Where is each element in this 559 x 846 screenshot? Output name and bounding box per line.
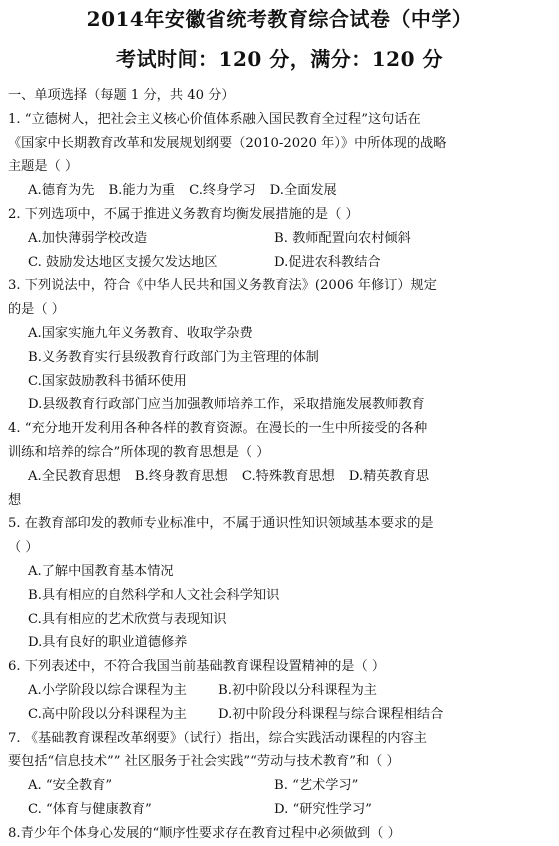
option-a: A.了解中国教育基本情况 bbox=[28, 563, 174, 579]
question-text-line: 4. “充分地开发利用各种各样的教育资源。在漫长的一生中所接受的各种 bbox=[8, 421, 428, 437]
option-b: B.初中阶段以分科课程为主 bbox=[218, 682, 377, 698]
question-3 bbox=[8, 274, 551, 417]
options-row bbox=[8, 227, 551, 251]
question-5 bbox=[8, 512, 551, 655]
options-row bbox=[8, 465, 551, 489]
option-c: C.高中阶段以分科课程为主 bbox=[28, 706, 187, 722]
option-a: A. “安全教育” bbox=[28, 778, 113, 794]
option-d-wrap: 想 bbox=[8, 492, 22, 508]
question-text-line: 《国家中长期教育改革和发展规划纲要（2010-2020 年）》中所体现的战略 bbox=[8, 135, 447, 151]
option-d: D.县级教育行政部门应当加强教师培养工作，采取措施发展教师教育 bbox=[28, 397, 425, 413]
option-c: C.具有相应的艺术欣赏与表现知识 bbox=[28, 611, 227, 627]
question-text-line: （ ） bbox=[8, 540, 39, 556]
exam-content bbox=[8, 84, 551, 846]
option-d: D.初中阶段分科课程与综合课程相结合 bbox=[218, 706, 444, 722]
option-a: A.小学阶段以综合课程为主 bbox=[28, 682, 187, 698]
question-text-line: 5. 在教育部印发的教师专业标准中，不属于通识性知识领域基本要求的是 bbox=[8, 516, 434, 532]
options-row bbox=[8, 679, 551, 703]
options-row bbox=[8, 179, 551, 203]
option-d: D.精英教育思 bbox=[348, 468, 430, 484]
exam-time-score: 考试时间：120 分，满分：120 分 bbox=[116, 47, 443, 71]
option-b: B.义务教育实行县级教育行政部门为主管理的体制 bbox=[28, 349, 319, 365]
option-c: C.特殊教育思想 bbox=[241, 468, 335, 484]
question-text-line: 8.青少年个体身心发展的“顺序性要求存在教育过程中必须做到（ ） bbox=[8, 825, 401, 841]
question-text-line: 训练和培养的综合”所体现的教育思想是（ ） bbox=[8, 444, 270, 460]
option-c: C.国家鼓励教科书循环使用 bbox=[28, 373, 187, 389]
option-d: D. “研究性学习” bbox=[274, 801, 372, 817]
section-heading: 一、单项选择（每题 1 分，共 40 分） bbox=[8, 88, 235, 103]
option-b: B.终身教育思想 bbox=[134, 468, 228, 484]
option-c: C. “体育与健康教育” bbox=[28, 801, 152, 817]
option-b: B. “艺术学习” bbox=[274, 778, 359, 794]
option-a: A.加快薄弱学校改造 bbox=[28, 230, 148, 246]
question-text-line: 1. “立德树人，把社会主义核心价值体系融入国民教育全过程”这句话在 bbox=[8, 111, 421, 127]
question-text-line: 的是（ ） bbox=[8, 302, 65, 318]
question-2 bbox=[8, 203, 551, 274]
option-b: B.具有相应的自然科学和人文社会科学知识 bbox=[28, 587, 280, 603]
options-row bbox=[8, 703, 551, 727]
option-a: A.全民教育思想 bbox=[28, 468, 121, 484]
question-text-line: 3. 下列说法中，符合《中华人民共和国义务教育法》(2006 年修订）规定 bbox=[8, 278, 437, 294]
option-c: C.终身学习 bbox=[189, 183, 256, 199]
options-row bbox=[8, 774, 551, 798]
options-row bbox=[8, 798, 551, 822]
option-a: A.国家实施九年义务教育、收取学杂费 bbox=[28, 325, 253, 341]
option-c: C. 鼓励发达地区支援欠发达地区 bbox=[28, 254, 218, 270]
question-6 bbox=[8, 655, 551, 726]
options-row bbox=[8, 251, 551, 275]
option-b: B. 教师配置向农村倾斜 bbox=[274, 230, 411, 246]
question-text-line: 要包括“信息技术”” 社区服务于社会实践”“劳动与技术教育”和（ ） bbox=[8, 754, 400, 770]
question-1 bbox=[8, 108, 551, 203]
question-text-line: 2. 下列选项中，不属于推进义务教育均衡发展措施的是（ ） bbox=[8, 206, 359, 222]
question-4 bbox=[8, 417, 551, 512]
option-d: D.促进农科教结合 bbox=[274, 254, 381, 270]
question-text-line: 7. 《基础教育课程改革纲要》（试行）指出，综合实践活动课程的内容主 bbox=[8, 730, 427, 746]
option-a: A.德育为先 bbox=[28, 183, 95, 199]
option-b: B.能力为重 bbox=[108, 183, 176, 199]
question-text-line: 6. 下列表述中，不符合我国当前基础教育课程设置精神的是（ ） bbox=[8, 659, 386, 675]
question-7 bbox=[8, 727, 551, 822]
question-text-line: 主题是（ ） bbox=[8, 159, 79, 175]
option-d: D.全面发展 bbox=[269, 183, 337, 199]
option-d: D.具有良好的职业道德修养 bbox=[28, 635, 188, 651]
question-8 bbox=[8, 822, 551, 846]
exam-title: 2014年安徽省统考教育综合试卷（中学） bbox=[86, 7, 473, 31]
